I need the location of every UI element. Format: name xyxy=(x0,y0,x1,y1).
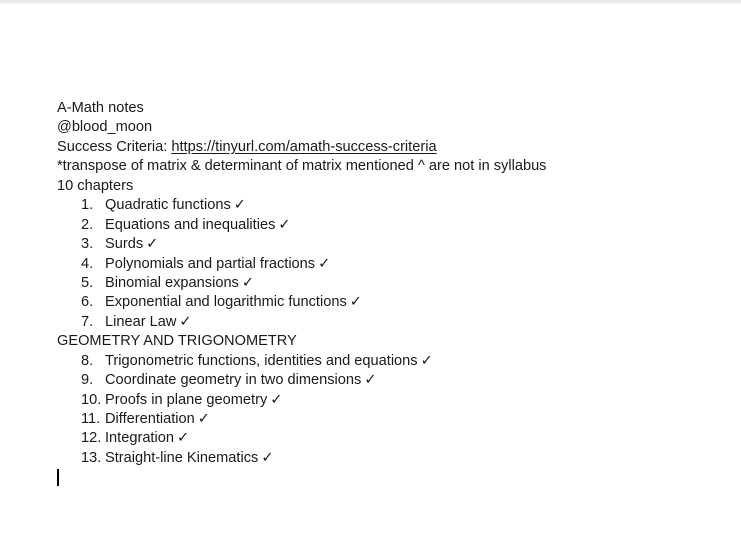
checkmark-icon: ✓ xyxy=(241,274,255,291)
list-item-text: Binomial expansions xyxy=(105,274,239,291)
checkmark-icon: ✓ xyxy=(420,352,433,369)
list-item xyxy=(57,449,717,468)
document-body[interactable] xyxy=(57,99,717,468)
list-item xyxy=(57,371,717,390)
list-item xyxy=(57,255,717,274)
chapter-count: 10 chapters xyxy=(57,177,134,194)
checkmark-icon: ✓ xyxy=(197,411,211,427)
checkmark-icon: ✓ xyxy=(179,313,192,330)
list-item-text: Surds xyxy=(105,236,144,253)
list-item xyxy=(57,391,717,410)
checkmark-icon: ✓ xyxy=(318,255,331,272)
list-number: 3. xyxy=(81,236,94,253)
checkmark-icon: ✓ xyxy=(261,449,274,466)
list-number: 10. xyxy=(81,391,102,408)
list-item-text: Coordinate geometry in two dimensions xyxy=(105,372,362,389)
list-number: 12. xyxy=(81,430,102,447)
success-criteria-link[interactable]: https://tinyurl.com/amath-success-criteria xyxy=(171,138,437,155)
list-number: 5. xyxy=(81,274,94,291)
list-number: 7. xyxy=(81,313,94,330)
list-item-text: Equations and inequalities xyxy=(105,216,276,233)
text-cursor xyxy=(57,469,59,486)
checkmark-icon: ✓ xyxy=(278,216,291,233)
syllabus-note: *transpose of matrix & determinant of matrix mentioned ^ are not in syllabus xyxy=(57,158,547,175)
list-number: 8. xyxy=(81,352,94,369)
list-item-text: Integration xyxy=(105,430,174,447)
checkmark-icon: ✓ xyxy=(349,294,362,311)
list-number: 9. xyxy=(81,372,94,389)
list-item xyxy=(57,293,717,312)
list-item-text: Polynomials and partial fractions xyxy=(105,255,316,272)
checkmark-icon: ✓ xyxy=(176,430,190,447)
checkmark-icon: ✓ xyxy=(146,236,159,253)
list-item xyxy=(57,235,717,254)
list-item-text: Straight-line Kinematics xyxy=(105,449,259,466)
list-item-text: Linear Law xyxy=(105,313,177,330)
checkmark-icon: ✓ xyxy=(364,372,377,389)
list-item-text: Trigonometric functions, identities and equations xyxy=(105,352,418,369)
list-item-text: Exponential and logarithmic functions xyxy=(105,294,347,311)
author-handle: @blood_moon xyxy=(57,119,153,136)
list-item xyxy=(57,313,717,332)
list-item xyxy=(57,352,717,371)
list-number: 6. xyxy=(81,294,94,311)
geometry-list xyxy=(57,352,717,469)
list-number: 13. xyxy=(81,449,102,466)
doc-title: A-Math notes xyxy=(57,100,144,116)
checkmark-icon: ✓ xyxy=(233,197,246,214)
checkmark-icon: ✓ xyxy=(270,391,283,408)
list-number: 4. xyxy=(81,255,94,272)
list-item-text: Quadratic functions xyxy=(105,197,231,214)
list-number: 1. xyxy=(81,197,94,214)
success-criteria-label: Success Criteria: xyxy=(57,138,172,155)
list-item xyxy=(57,429,717,448)
list-number: 2. xyxy=(81,216,94,233)
list-item xyxy=(57,216,717,235)
list-item-text: Differentiation xyxy=(105,411,195,427)
list-item xyxy=(57,410,717,429)
section-heading-geometry: GEOMETRY AND TRIGONOMETRY xyxy=(57,333,297,350)
list-item xyxy=(57,196,717,215)
list-number: 11. xyxy=(81,411,101,427)
algebra-list xyxy=(57,196,717,332)
list-item xyxy=(57,274,717,293)
top-toolbar-edge xyxy=(0,0,741,4)
success-criteria-line xyxy=(57,138,717,157)
list-item-text: Proofs in plane geometry xyxy=(105,391,268,408)
